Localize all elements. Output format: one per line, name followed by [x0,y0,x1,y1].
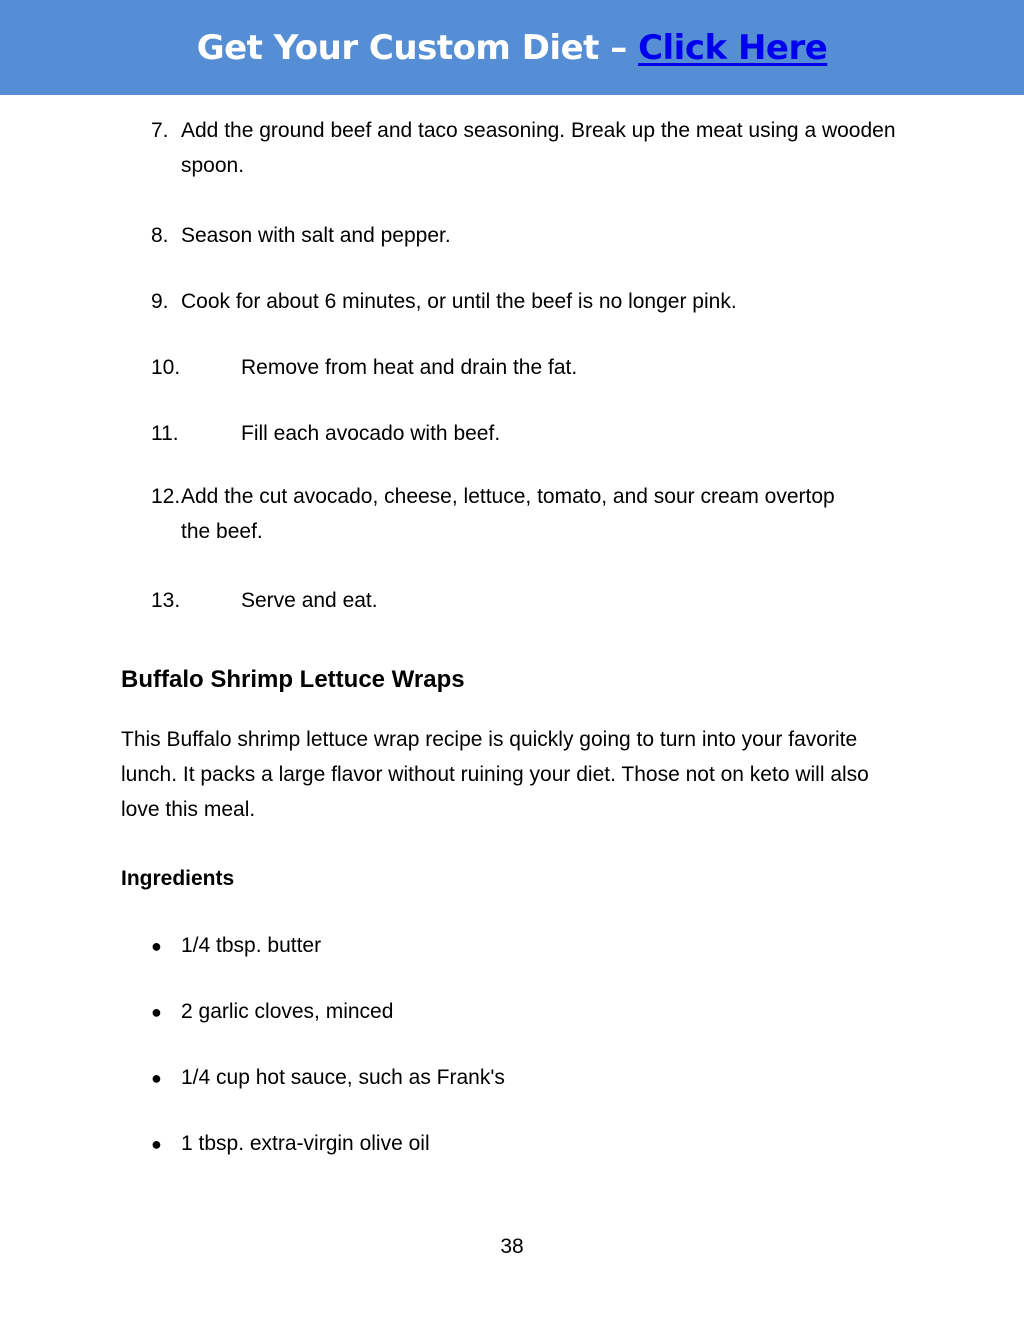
list-item [151,1129,430,1159]
step-item [151,113,911,183]
step-text: Add the ground beef and taco seasoning. Break up the meat using a wooden spoon. [181,119,896,177]
step-item [151,350,911,385]
list-item [151,1063,505,1093]
banner-separator: – [598,27,639,68]
step-item [151,284,911,319]
bullet-icon: ● [151,1134,162,1154]
bullet-icon: ● [151,1002,162,1022]
step-item [151,479,851,549]
ingredients-heading: Ingredients [121,867,235,890]
step-item [151,416,911,451]
banner-text: Get Your Custom Diet [196,27,599,68]
step-number: 8. [151,224,169,247]
step-item [151,583,911,618]
step-text: Add the cut avocado, cheese, lettuce, tomato, and sour cream overtop the beef. [181,485,835,543]
step-number: 11. [151,422,179,445]
step-text: Remove from heat and drain the fat. [241,356,578,379]
step-text: Fill each avocado with beef. [241,422,501,445]
step-text: Season with salt and pepper. [181,224,451,247]
list-item [151,997,393,1027]
page-number: 38 [500,1235,524,1258]
ingredient-text: 1 tbsp. extra-virgin olive oil [181,1132,430,1155]
top-banner [0,0,1024,95]
step-number: 9. [151,290,169,313]
step-text: Serve and eat. [241,589,378,612]
recipe-intro: This Buffalo shrimp lettuce wrap recipe is quickly going to turn into your favorite lunch. It packs a large flavor without ruining your diet. Those not on keto will also love this meal. [121,728,869,821]
ingredient-text: 1/4 tbsp. butter [181,934,322,957]
step-number: 7. [151,119,169,142]
step-number: 10. [151,356,181,379]
step-item [151,218,911,253]
click-here-link[interactable]: Click Here [638,27,828,68]
list-item [151,931,321,961]
step-text: Cook for about 6 minutes, or until the beef is no longer pink. [181,290,737,313]
step-number: 12. [151,485,181,508]
bullet-icon: ● [151,1068,162,1088]
bullet-icon: ● [151,936,162,956]
step-number: 13. [151,589,181,612]
ingredient-text: 1/4 cup hot sauce, such as Frank's [181,1066,505,1089]
ingredient-text: 2 garlic cloves, minced [181,1000,394,1023]
recipe-title: Buffalo Shrimp Lettuce Wraps [121,666,465,693]
